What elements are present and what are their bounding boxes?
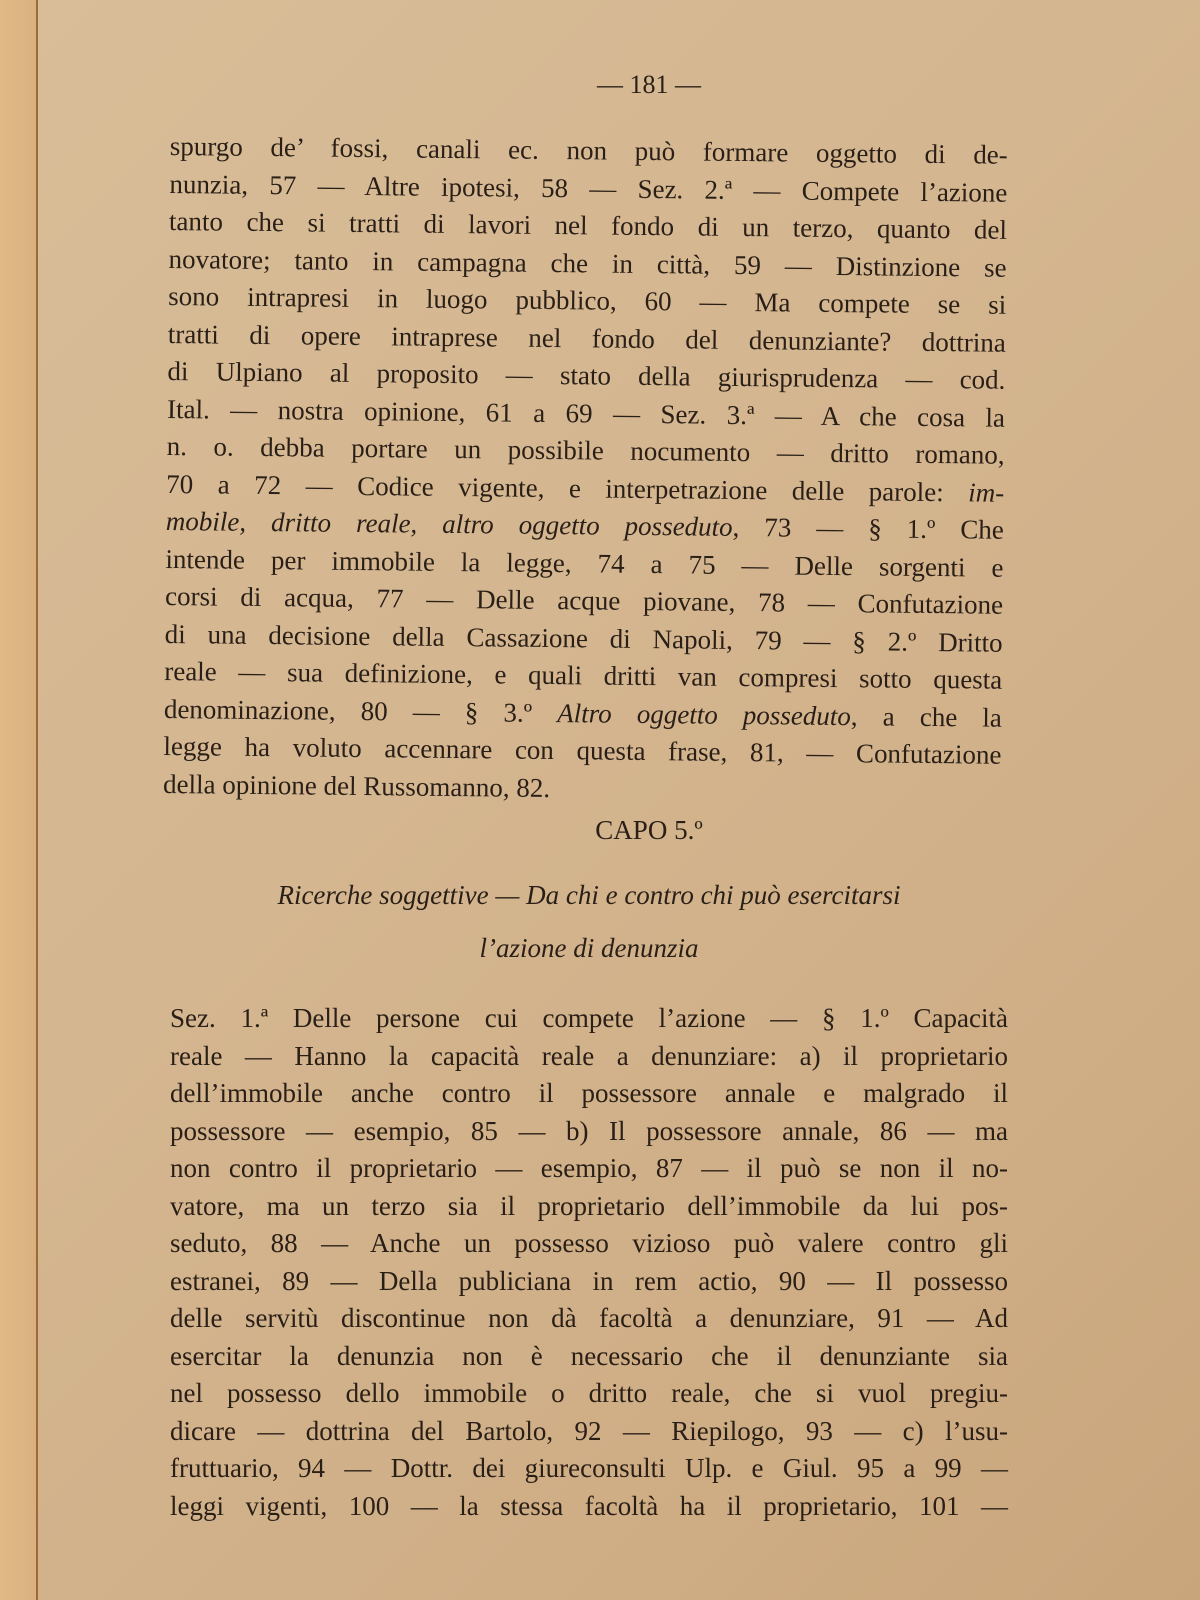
text-line: vatore, ma un terzo sia il proprietario dell’immobile da lui pos- [170, 1190, 1008, 1221]
text-line: reale — Hanno la capacità reale a denunziare: a) il proprietario [170, 1040, 1008, 1071]
chapter-subtitle-line-1: Ricerche soggettive — Da chi e contro chi può esercitarsi [277, 880, 901, 910]
text-line: delle servitù discontinue non dà facoltà a denunziare, 91 — Ad [170, 1303, 1008, 1333]
chapter-heading: CAPO 5.º [595, 815, 703, 845]
text-line: legge ha voluto accennare con questa frase, 81, — Confutazione [163, 730, 1002, 770]
summary-paragraph-2 [170, 1000, 1008, 1525]
text-line: non contro il proprietario — esempio, 87 — il può se non il no- [170, 1153, 1008, 1183]
text-line: sono intrapresi in luogo pubblico, 60 — Ma compete se si [168, 280, 1007, 320]
page-number: — 181 — [597, 70, 701, 99]
text-line: nunzia, 57 — Altre ipotesi, 58 — Sez. 2.ª — Compete l’azione [169, 168, 1008, 208]
text-line: di una decisione della Cassazione di Napoli, 79 — § 2.º Dritto [164, 618, 1003, 658]
text-line: seduto, 88 — Anche un possesso vizioso può valere contro gli [170, 1228, 1008, 1258]
text-line: esercitar la denunzia non è necessario che il denunziante sia [170, 1340, 1008, 1371]
text-line: novatore; tanto in campagna che in città, 59 — Distinzione se [168, 243, 1007, 283]
text-line: Sez. 1.ª Delle persone cui compete l’azione — § 1.º Capacità [170, 1003, 1008, 1033]
text-line: della opinione del Russomanno, 82. [162, 768, 551, 803]
text-line: leggi vigenti, 100 — la stessa facoltà ha il proprietario, 101 — [170, 1490, 1008, 1521]
text-line: dell’immobile anche contro il possessore annale e malgrado il [170, 1078, 1008, 1108]
text-line: nel possesso dello immobile o dritto reale, che si vuol pregiu- [170, 1378, 1008, 1408]
text-line: Ital. — nostra opinione, 61 a 69 — Sez. 3.ª — A che cosa la [166, 393, 1006, 433]
text-line: tratti di opere intraprese nel fondo del denunziante? dottrina [167, 318, 1006, 358]
summary-paragraph-1 [163, 128, 1008, 812]
text-line: di Ulpiano al proposito — stato della giurisprudenza — cod. [167, 355, 1006, 395]
text-line: n. o. debba portare un possibile nocumento — dritto romano, [166, 430, 1005, 470]
text-line: possessore — esempio, 85 — b) Il possessore annale, 86 — ma [170, 1115, 1008, 1146]
text-line: corsi di acqua, 77 — Delle acque piovane, 78 — Confutazione [164, 580, 1004, 620]
text-line: 70 a 72 — Codice vigente, e interpetrazione delle parole: im- [166, 468, 1005, 508]
text-line: fruttuario, 94 — Dottr. dei giureconsulti Ulp. e Giul. 95 a 99 — [170, 1453, 1008, 1483]
text-line: reale — sua definizione, e quali dritti van compresi sotto questa [164, 655, 1003, 695]
text-line: tanto che si tratti di lavori nel fondo di un terzo, quanto del [168, 205, 1008, 245]
text-line: denominazione, 80 — § 3.º Altro oggetto posseduto, a che la [163, 693, 1003, 733]
book-page [38, 0, 1200, 1600]
text-line: intende per immobile la legge, 74 a 75 — Delle sorgenti e [165, 543, 1004, 583]
previous-page-edge [0, 0, 38, 1600]
text-line: dicare — dottrina del Bartolo, 92 — Riepilogo, 93 — c) l’usu- [170, 1415, 1008, 1446]
chapter-subtitle-line-2: l’azione di denunzia [479, 933, 699, 963]
text-line: spurgo de’ fossi, canali ec. non può formare oggetto di de- [169, 130, 1008, 170]
text-line: estranei, 89 — Della publiciana in rem actio, 90 — Il possesso [170, 1265, 1008, 1296]
text-line: mobile, dritto reale, altro oggetto posseduto, 73 — § 1.º Che [165, 505, 1004, 545]
